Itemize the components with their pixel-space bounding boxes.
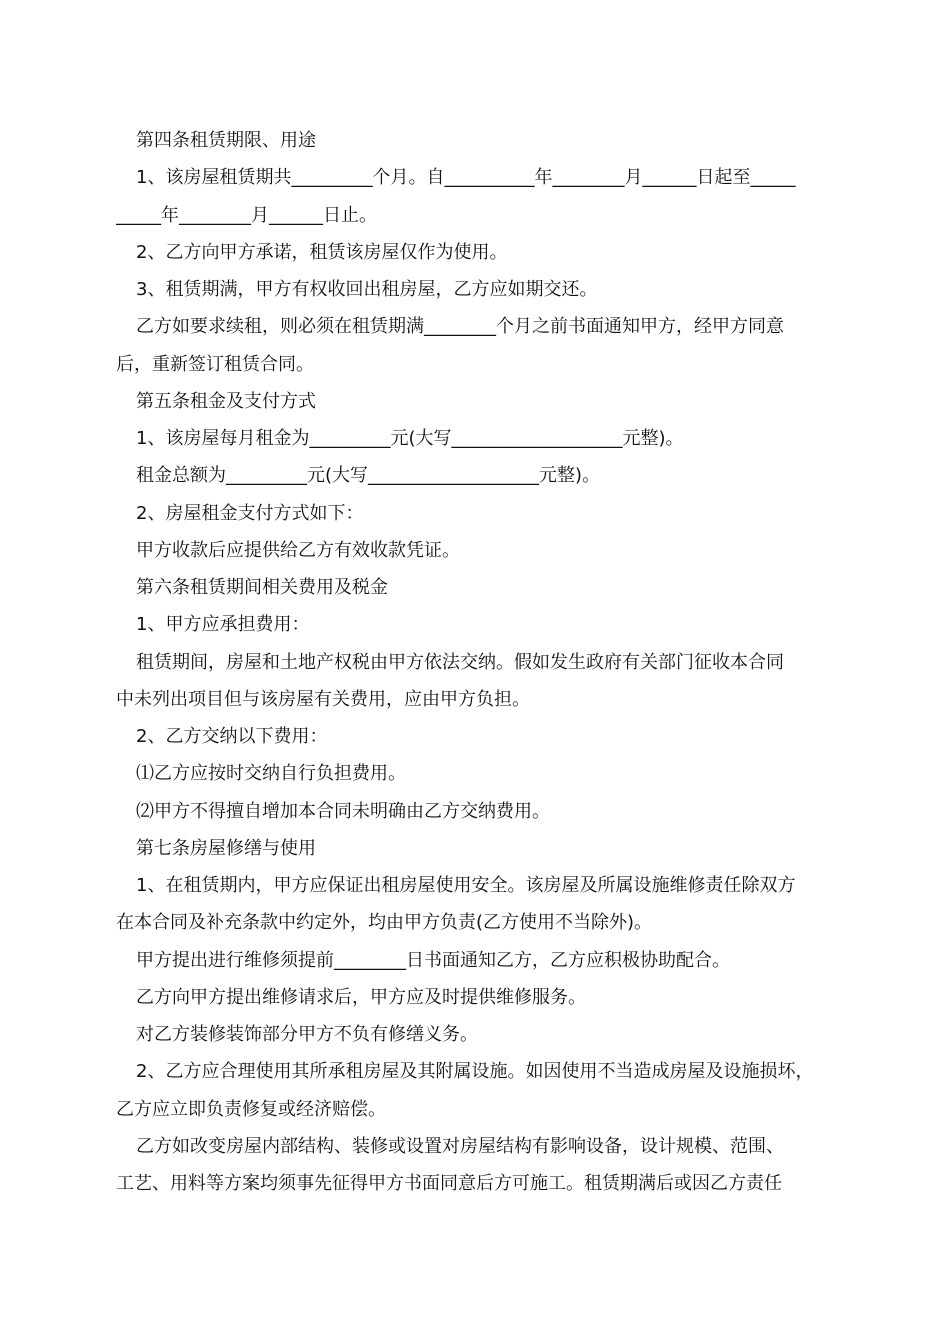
text-line: 第七条房屋修缮与使用 <box>136 837 316 859</box>
text-line: 乙方如改变房屋内部结构、装修或设置对房屋结构有影响设备，设计规模、范围、 <box>136 1135 784 1157</box>
text-line: 第四条租赁期限、用途 <box>136 130 316 151</box>
text-line: 1、该房屋租赁期共_________个月。自__________年________月______日起至_____ <box>136 167 796 189</box>
text-line: 第五条租金及支付方式 <box>136 390 316 412</box>
text-line: 2、乙方交纳以下费用： <box>136 726 328 747</box>
text-line: 租金总额为_________元(大写___________________元整)。 <box>136 465 601 487</box>
text-line: 第六条租赁期间相关费用及税金 <box>136 577 388 598</box>
text-line: _____年________月______日止。 <box>116 204 377 226</box>
text-line: 2、乙方向甲方承诺，租赁该房屋仅作为使用。 <box>136 241 508 263</box>
text-line: 中未列出项目但与该房屋有关费用，应由甲方负担。 <box>116 688 530 710</box>
text-line: 2、房屋租金支付方式如下： <box>136 502 364 524</box>
text-line: 在本合同及补充条款中约定外，均由甲方负责(乙方使用不当除外)。 <box>116 912 653 934</box>
text-line: 租赁期间，房屋和土地产权税由甲方依法交纳。假如发生政府有关部门征收本合同 <box>136 651 784 673</box>
text-line: 1、甲方应承担费用： <box>136 614 310 636</box>
text-line: 后，重新签订租赁合同。 <box>116 353 314 375</box>
text-line: 1、该房屋每月租金为_________元(大写___________________元整)。 <box>136 428 684 449</box>
text-line: 甲方提出进行维修须提前________日书面通知乙方，乙方应积极协助配合。 <box>136 949 730 971</box>
text-line: ⑴乙方应按时交纳自行负担费用。 <box>136 763 406 785</box>
text-line: ⑵甲方不得擅自增加本合同未明确由乙方交纳费用。 <box>136 800 550 822</box>
text-line: 对乙方装修装饰部分甲方不负有修缮义务。 <box>136 1024 478 1045</box>
contract-body <box>116 122 836 1202</box>
text-line: 工艺、用料等方案均须事先征得甲方书面同意后方可施工。租赁期满后或因乙方责任 <box>116 1173 782 1194</box>
text-line: 2、乙方应合理使用其所承租房屋及其附属设施。如因使用不当造成房屋及设施损坏， <box>136 1061 814 1083</box>
text-line: 乙方如要求续租，则必须在租赁期满________个月之前书面通知甲方，经甲方同意 <box>136 316 784 338</box>
text-line: 乙方应立即负责修复或经济赔偿。 <box>116 1098 386 1120</box>
text-line: 乙方向甲方提出维修请求后，甲方应及时提供维修服务。 <box>136 986 586 1008</box>
text-line: 1、在租赁期内，甲方应保证出租房屋使用安全。该房屋及所属设施维修责任除双方 <box>136 875 796 896</box>
text-line: 3、租赁期满，甲方有权收回出租房屋，乙方应如期交还。 <box>136 279 598 300</box>
text-line: 甲方收款后应提供给乙方有效收款凭证。 <box>136 539 460 561</box>
